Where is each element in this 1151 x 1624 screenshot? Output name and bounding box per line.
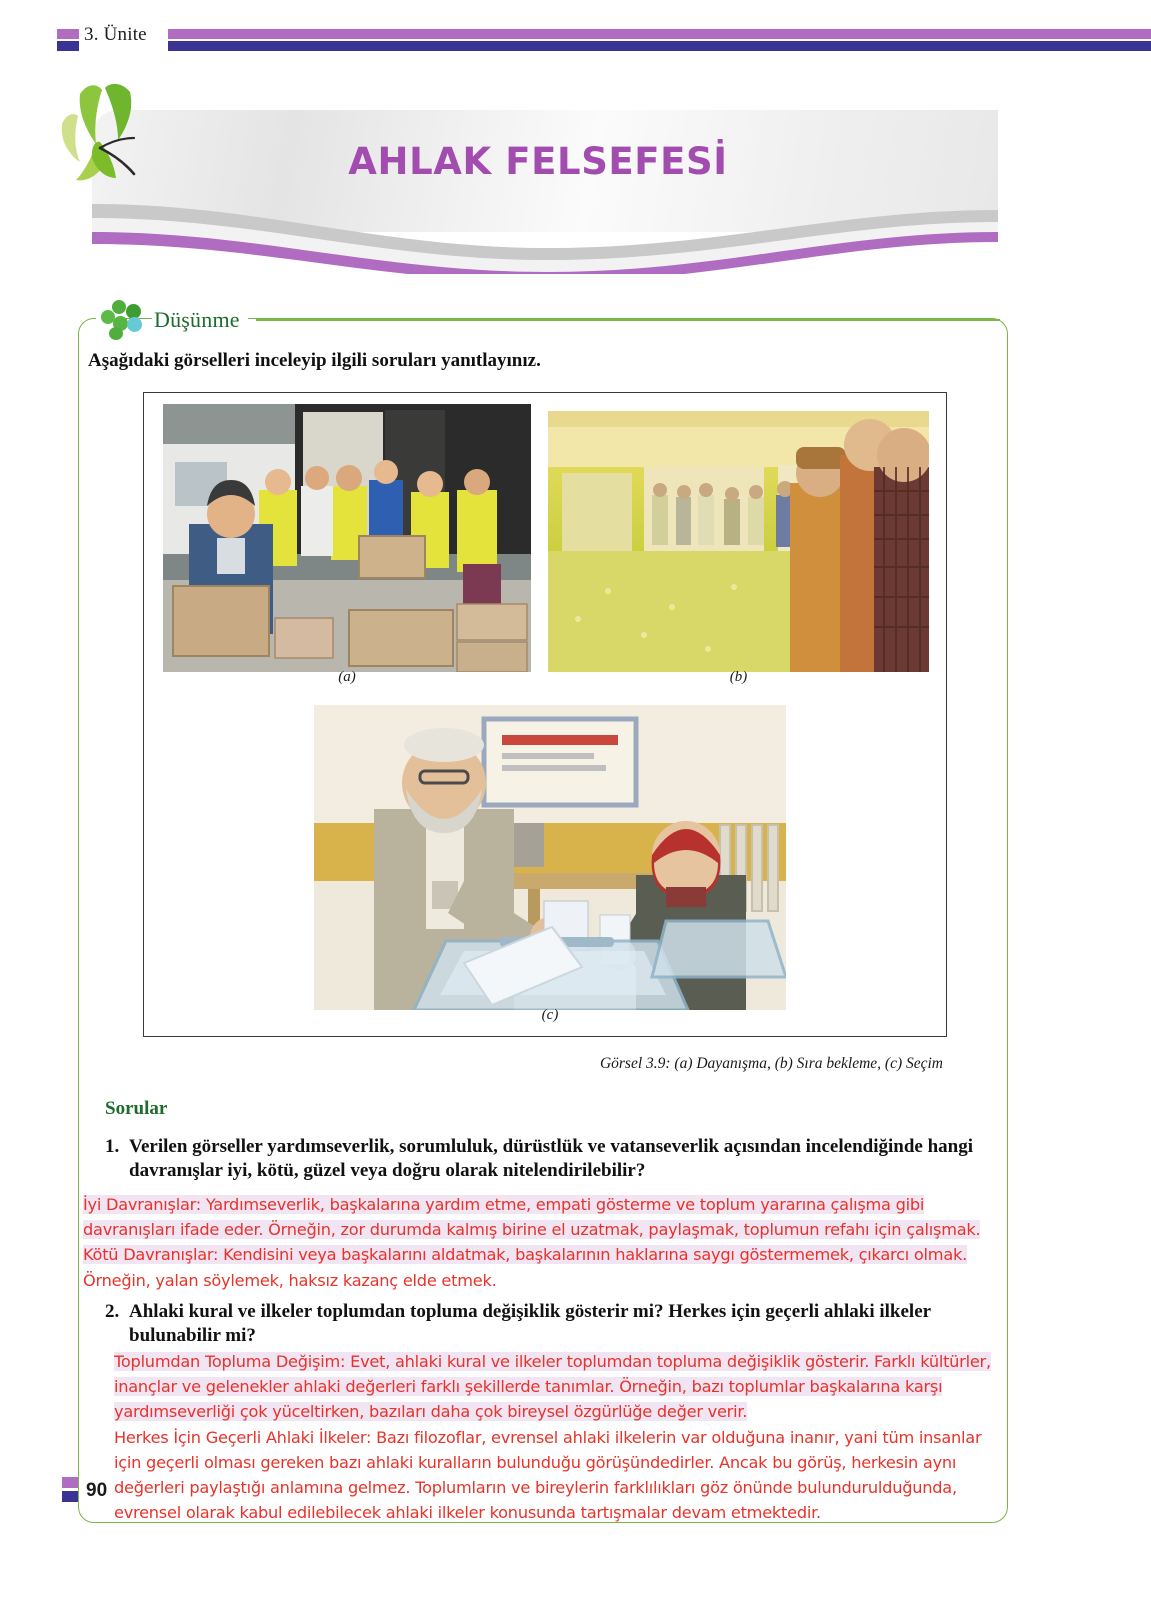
questions-heading: Sorular <box>105 1098 168 1119</box>
answer-1-line-3: Kötü Davranışlar: Kendisini veya başkalarını aldatmak, başkalarının haklarına saygı göstermemek, çıkarcı olmak. <box>83 1245 968 1265</box>
answer-2-line-2: inançlar ve gelenekler ahlaki değerleri farklı şekillerde tanımlar. Örneğin, bazı toplumlar başkalarına karşı <box>114 1377 943 1397</box>
activity-section-label: Düşünme <box>152 307 248 333</box>
page-title: AHLAK FELSEFESİ <box>348 140 728 183</box>
answer-2-line-1: Toplumdan Topluma Değişim: Evet, ahlaki kural ve ilkeler toplumdan topluma değişiklik gösterir. Farklı kültürler, <box>114 1352 991 1371</box>
figure-image-b <box>548 411 929 672</box>
figure-sublabel-b: (b) <box>729 669 748 685</box>
figure-sublabel-c: (c) <box>541 1007 559 1023</box>
figure-image-a <box>163 404 531 672</box>
banner-wave-decoration <box>78 202 998 274</box>
unit-label: 3. Ünite <box>84 24 147 45</box>
activity-box-header <box>100 300 1000 340</box>
page-stub-navy <box>62 1491 78 1502</box>
question-2-number: 2. <box>105 1301 120 1322</box>
activity-header-rule <box>256 319 1000 321</box>
question-1 <box>105 1135 985 1183</box>
answer-2 <box>114 1349 1089 1525</box>
page-number-stub <box>62 1477 78 1503</box>
top-bar-navy-rule <box>168 41 1151 51</box>
answer-2-line-6: değerleri paylaştığı anlamına gelmez. Toplumların ve bireylerin farklılıkları göz önünde bulundurulduğunda, <box>114 1477 957 1497</box>
answer-2-line-7: evrensel olarak kabul edilebilecek ahlaki ilkeler konusunda tartışmalar devam etmektedir. <box>114 1503 821 1523</box>
top-bar-stub-purple <box>57 29 79 39</box>
answer-2-line-3: yardımseverliği çok yüceltirken, bazıları daha çok bireysel özgürlüğe değer verir. <box>114 1402 748 1422</box>
question-2-text: Ahlaki kural ve ilkeler toplumdan topluma değişiklik gösterir mi? Herkes için geçerli ahlaki ilkeler bulunabilir mi? <box>129 1301 931 1347</box>
question-1-text: Verilen görseller yardımseverlik, sorumluluk, dürüstlük ve vatanseverlik açısından incelendiğinde hangi davranışlar iyi, kötü, güzel veya doğru olarak nitelendirilebilir? <box>129 1136 973 1182</box>
activity-instruction: Aşağıdaki görselleri inceleyip ilgili soruları yanıtlayınız. <box>88 350 541 371</box>
page-top-bar <box>0 26 1151 56</box>
answer-1 <box>83 1192 1063 1293</box>
flower-cluster-icon <box>100 300 142 340</box>
page-number: 90 <box>86 1480 108 1501</box>
page-stub-purple <box>62 1477 78 1488</box>
figure-caption: Görsel 3.9: (a) Dayanışma, (b) Sıra bekleme, (c) Seçim <box>599 1055 943 1072</box>
figure-image-c <box>314 705 786 1010</box>
answer-2-line-4: Herkes İçin Geçerli Ahlaki İlkeler: Bazı filozoflar, evrensel ahlaki ilkelerin var olduğuna inanır, yani tüm insanlar <box>114 1427 982 1447</box>
top-bar-stub <box>57 29 79 51</box>
answer-2-line-5: için geçerli olması gereken bazı ahlaki kuralların bulunduğu görüşündedirler. Ancak bu görüş, herkesin aynı <box>114 1452 957 1472</box>
figure-sublabel-a: (a) <box>338 669 356 685</box>
figure-panel <box>143 392 947 1037</box>
answer-1-line-1: İyi Davranışlar: Yardımseverlik, başkalarına yardım etme, empati gösterme ve toplum yararına çalışma gibi <box>83 1195 925 1214</box>
answer-1-line-4: Örneğin, yalan söylemek, haksız kazanç elde etmek. <box>83 1270 497 1290</box>
top-bar-purple-rule <box>168 29 1151 39</box>
question-1-number: 1. <box>105 1136 120 1157</box>
question-2 <box>105 1300 985 1348</box>
chapter-title-banner <box>78 110 998 270</box>
top-bar-stub-navy <box>57 41 79 51</box>
answer-1-line-2: davranışları ifade eder. Örneğin, zor durumda kalmış birine el uzatmak, paylaşmak, toplumun refahı için çalışmak. <box>83 1220 981 1240</box>
